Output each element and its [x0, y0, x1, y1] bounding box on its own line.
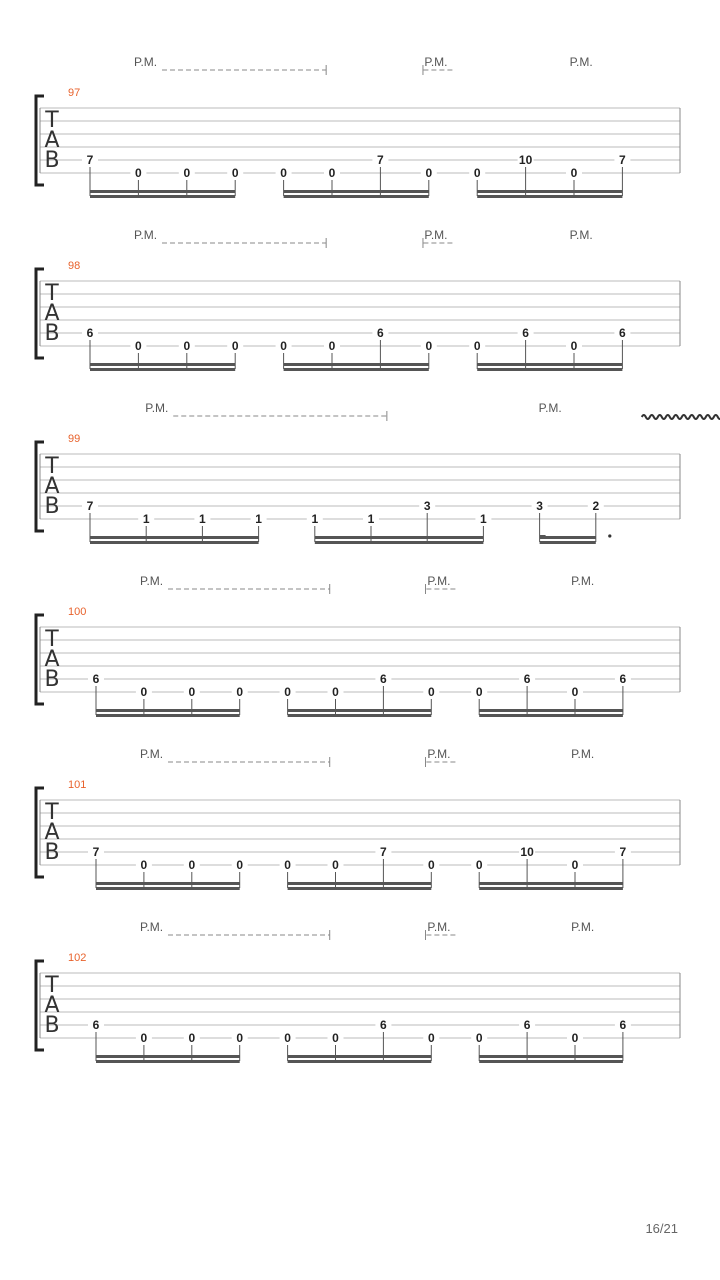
fret-number: 0: [188, 1031, 196, 1045]
fret-number: 0: [140, 858, 148, 872]
beam: [315, 536, 484, 539]
beam: [288, 882, 432, 885]
palm-mute-label: P.M.: [571, 747, 595, 761]
fret-number: 0: [571, 685, 579, 699]
beam: [284, 195, 429, 198]
beam: [477, 190, 622, 193]
beam: [479, 709, 623, 712]
fret-number: 6: [619, 672, 627, 686]
beam: [90, 195, 235, 198]
beam: [540, 536, 596, 539]
beam-stub: [540, 535, 546, 537]
fret-number: 2: [592, 499, 600, 513]
fret-number: 7: [86, 153, 94, 167]
beam: [90, 368, 235, 371]
fret-number: 0: [328, 166, 336, 180]
beam: [90, 363, 235, 366]
beam: [479, 1055, 623, 1058]
beam: [477, 195, 622, 198]
beam: [540, 541, 596, 544]
tab-letter-t: T: [45, 108, 59, 133]
palm-mute-label: P.M.: [571, 574, 595, 588]
palm-mute-label: P.M.: [140, 747, 164, 761]
beam: [479, 887, 623, 890]
palm-mute-label: P.M.: [571, 920, 595, 934]
tab-system: [36, 55, 680, 198]
palm-mute-label: P.M.: [424, 228, 448, 242]
fret-number: 0: [284, 858, 291, 872]
palm-mute-label: P.M.: [424, 55, 448, 69]
fret-number: 0: [140, 1031, 148, 1045]
fret-number: 0: [475, 858, 483, 872]
tab-letter-b: B: [44, 494, 60, 519]
palm-mute-label: P.M.: [140, 574, 164, 588]
fret-number: 10: [520, 845, 534, 859]
fret-number: 7: [377, 153, 384, 167]
palm-mute-label: P.M.: [140, 920, 164, 934]
fret-number: 0: [473, 166, 481, 180]
tab-letter-t: T: [45, 281, 59, 306]
beam: [288, 1060, 432, 1063]
fret-number: 0: [280, 166, 287, 180]
fret-number: 1: [199, 512, 206, 526]
fret-number: 7: [92, 845, 100, 859]
tab-system: [36, 920, 680, 1063]
beam: [288, 709, 432, 712]
fret-number: 0: [571, 858, 579, 872]
beam: [90, 536, 259, 539]
tab-letter-a: A: [44, 301, 60, 326]
fret-number: 0: [183, 339, 191, 353]
fret-number: 6: [523, 672, 531, 686]
fret-number: 6: [619, 1018, 627, 1032]
beam: [288, 714, 432, 717]
fret-number: 7: [380, 845, 387, 859]
beam: [96, 887, 240, 890]
fret-number: 1: [311, 512, 319, 526]
fret-number: 7: [619, 153, 626, 167]
beam: [477, 363, 622, 366]
measure-number: 102: [68, 952, 87, 964]
beam: [479, 882, 623, 885]
beam: [477, 368, 622, 371]
measure-number: 100: [68, 606, 87, 618]
fret-number: 6: [619, 326, 626, 340]
palm-mute-label: P.M.: [134, 228, 158, 242]
tab-letter-b: B: [44, 321, 60, 346]
tab-letter-a: A: [44, 820, 60, 845]
palm-mute-label: P.M.: [427, 920, 451, 934]
fret-number: 6: [92, 1018, 100, 1032]
tab-letter-a: A: [44, 128, 60, 153]
beam: [479, 714, 623, 717]
beam: [96, 1055, 240, 1058]
beam: [284, 368, 429, 371]
fret-number: 0: [332, 858, 339, 872]
fret-number: 7: [86, 499, 94, 513]
fret-number: 0: [475, 1031, 483, 1045]
tab-letter-a: A: [44, 647, 60, 672]
palm-mute-label: P.M.: [569, 228, 593, 242]
fret-number: 1: [142, 512, 150, 526]
tab-system: [36, 574, 680, 717]
beam: [90, 541, 259, 544]
fret-number: 0: [425, 166, 433, 180]
fret-number: 0: [135, 339, 142, 353]
tab-system: [36, 228, 680, 371]
fret-number: 0: [570, 166, 578, 180]
dot: [608, 534, 611, 537]
tab-letter-a: A: [44, 993, 60, 1018]
beam: [315, 541, 484, 544]
beam: [288, 887, 432, 890]
fret-number: 3: [536, 499, 543, 513]
fret-number: 6: [380, 1018, 387, 1032]
palm-mute-label: P.M.: [538, 401, 562, 415]
palm-mute-label: P.M.: [134, 55, 158, 69]
palm-mute-label: P.M.: [427, 574, 451, 588]
fret-number: 0: [427, 685, 435, 699]
fret-number: 0: [427, 858, 435, 872]
fret-number: 0: [280, 339, 287, 353]
fret-number: 6: [377, 326, 384, 340]
tab-system: [36, 401, 720, 544]
beam: [96, 709, 240, 712]
fret-number: 1: [367, 512, 375, 526]
fret-number: 1: [480, 512, 487, 526]
fret-number: 0: [188, 858, 196, 872]
fret-number: 10: [518, 153, 533, 167]
beam: [288, 1055, 432, 1058]
tab-letter-t: T: [45, 973, 59, 998]
fret-number: 0: [284, 685, 291, 699]
fret-number: 6: [523, 1018, 531, 1032]
tab-letter-b: B: [44, 667, 60, 692]
beam: [96, 714, 240, 717]
palm-mute-label: P.M.: [569, 55, 593, 69]
fret-number: 0: [236, 685, 244, 699]
tab-letter-t: T: [45, 454, 59, 479]
tab-letter-t: T: [45, 800, 59, 825]
fret-number: 0: [332, 1031, 339, 1045]
fret-number: 0: [427, 1031, 435, 1045]
fret-number: 0: [140, 685, 148, 699]
beam: [96, 882, 240, 885]
fret-number: 6: [92, 672, 100, 686]
fret-number: 6: [380, 672, 387, 686]
tab-letter-b: B: [44, 1013, 60, 1038]
beam: [284, 363, 429, 366]
palm-mute-label: P.M.: [145, 401, 169, 415]
fret-number: 1: [255, 512, 262, 526]
fret-number: 0: [188, 685, 196, 699]
measure-number: 99: [68, 433, 81, 445]
palm-mute-label: P.M.: [427, 747, 451, 761]
fret-number: 3: [423, 499, 431, 513]
vibrato-mark: [642, 415, 720, 419]
tab-letter-t: T: [45, 627, 59, 652]
fret-number: 0: [475, 685, 483, 699]
fret-number: 0: [231, 166, 239, 180]
fret-number: 0: [425, 339, 433, 353]
fret-number: 0: [332, 685, 339, 699]
fret-number: 0: [231, 339, 239, 353]
fret-number: 6: [522, 326, 529, 340]
fret-number: 0: [236, 858, 244, 872]
measure-number: 98: [68, 260, 81, 272]
fret-number: 7: [619, 845, 627, 859]
tab-system: [36, 747, 680, 890]
fret-number: 0: [236, 1031, 244, 1045]
fret-number: 0: [328, 339, 336, 353]
fret-number: 0: [284, 1031, 291, 1045]
fret-number: 0: [473, 339, 481, 353]
fret-number: 0: [571, 1031, 579, 1045]
page-number: 16/21: [645, 1221, 678, 1236]
beam: [96, 1060, 240, 1063]
fret-number: 6: [86, 326, 94, 340]
fret-number: 0: [570, 339, 578, 353]
measure-number: 97: [68, 87, 81, 99]
tab-letter-b: B: [44, 840, 60, 865]
beam: [479, 1060, 623, 1063]
fret-number: 0: [135, 166, 142, 180]
beam: [90, 190, 235, 193]
tab-letter-b: B: [44, 148, 60, 173]
beam: [284, 190, 429, 193]
tab-letter-a: A: [44, 474, 60, 499]
measure-number: 101: [68, 779, 87, 791]
fret-number: 0: [183, 166, 191, 180]
